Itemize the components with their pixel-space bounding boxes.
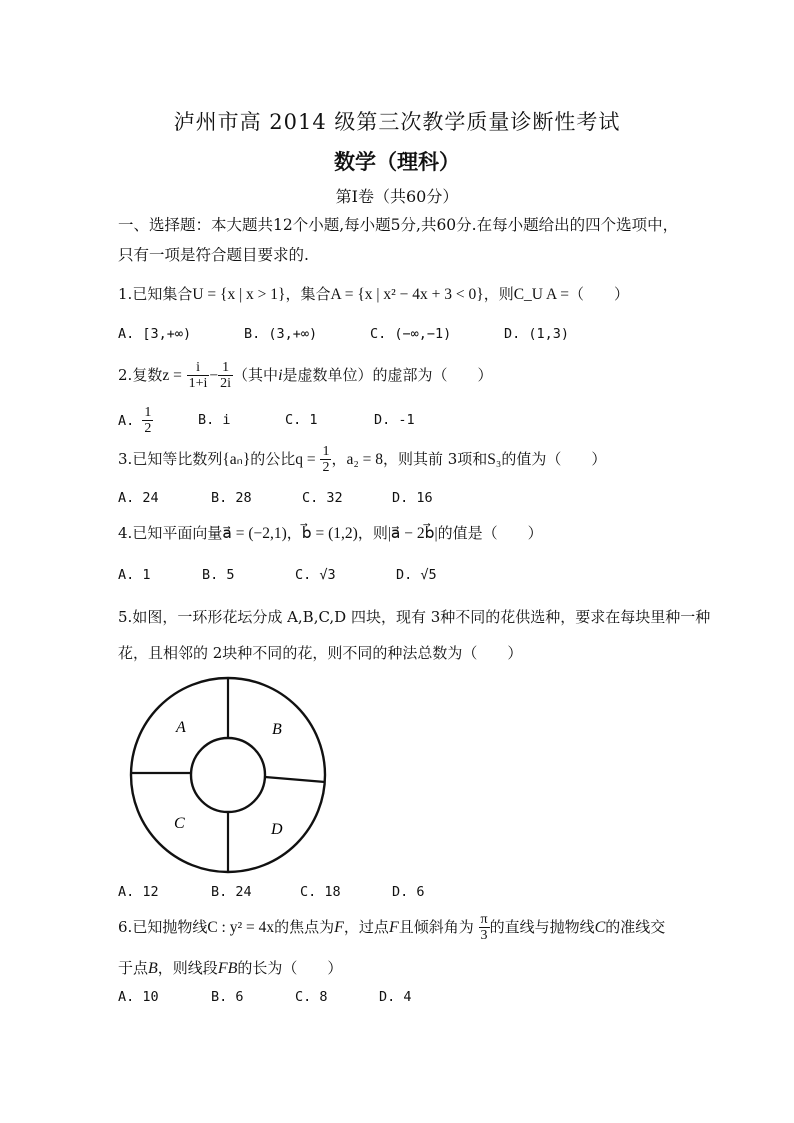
option-c: C. √3 bbox=[295, 567, 336, 583]
region-label-c: C bbox=[174, 815, 185, 832]
fraction: $\frac{\pi}{3}$ bbox=[480, 912, 488, 944]
exam-title: 泸州市高 2014 级第三次教学质量诊断性考试 bbox=[173, 110, 621, 134]
option-d: D. (1,3) bbox=[504, 326, 570, 342]
option-a: A. 10 bbox=[118, 989, 159, 1005]
region-label-a: A bbox=[176, 719, 186, 736]
inner-circle bbox=[191, 738, 265, 812]
option-b: B. 6 bbox=[211, 989, 244, 1005]
question-5: 5.如图，一环形花坛分成 A,B,C,D 四块，现有 3种不同的花供选种，要求在每块里种一种 bbox=[118, 608, 711, 626]
option-a: A. $\frac{1}{2}$ bbox=[118, 405, 152, 437]
fraction: $\frac{1}{2}$ bbox=[144, 405, 152, 437]
question-4: 4.已知平面向量a⃗ = (−2,1)，b⃗ = (1,2)，则|a⃗ − 2b⃗|的值是（ ） bbox=[118, 524, 543, 542]
option-a: A. 1 bbox=[118, 567, 151, 583]
option-c: C. 18 bbox=[300, 884, 341, 900]
question-6-line-2: 于点B，则线段FB的长为（ ） bbox=[118, 959, 343, 977]
option-b: B. 24 bbox=[211, 884, 252, 900]
question-5-line-2: 花，且相邻的 2块种不同的花，则不同的种法总数为（ ） bbox=[118, 644, 523, 662]
divider-right bbox=[265, 777, 325, 782]
option-d: D. 6 bbox=[392, 884, 425, 900]
ring-flowerbed-figure bbox=[128, 676, 332, 874]
fraction: $\frac{i}{1+i}$ bbox=[188, 360, 208, 392]
region-label-b: B bbox=[272, 721, 282, 738]
question-3: 3.已知等比数列{aₙ}的公比q = $\frac{1}{2}$ ，a₂ = 8，则其前 3项和S₃的值为（ ） bbox=[118, 444, 607, 476]
section-instructions: 一、选择题：本大题共12个小题,每小题5分,共60分.在每小题给出的四个选项中，只有一项是符合题目要求的. bbox=[118, 216, 679, 264]
option-d: D. 16 bbox=[392, 490, 433, 506]
option-a: A. 24 bbox=[118, 490, 159, 506]
option-c: C. 8 bbox=[295, 989, 328, 1005]
option-d: D. -1 bbox=[374, 412, 415, 428]
question-6: 6.已知抛物线C : y² = 4x的焦点为F，过点F且倾斜角为 $\frac{\pi}{3}$ 的直线与抛物线C的准线交 bbox=[118, 912, 666, 944]
option-b: B. i bbox=[198, 412, 231, 428]
option-b: B. 28 bbox=[211, 490, 252, 506]
fraction: $\frac{1}{2i}$ bbox=[220, 360, 232, 392]
exam-subtitle: 数学（理科） bbox=[334, 149, 460, 174]
option-d: D. 4 bbox=[379, 989, 412, 1005]
question-2: 2.复数z = $\frac{i}{1+i}$ − $\frac{1}{2i}$ （其中i是虚数单位）的虚部为（ ） bbox=[118, 360, 493, 392]
region-label-d: D bbox=[271, 821, 283, 838]
option-a: A. [3,+∞) bbox=[118, 326, 192, 342]
question-1: 1.已知集合U = {x | x > 1}，集合A = {x | x² − 4x + 3 < 0}，则C_U A =（ ） bbox=[118, 285, 629, 303]
volume-heading: 第Ⅰ卷（共60分） bbox=[335, 187, 459, 206]
fraction: $\frac{1}{2}$ bbox=[322, 444, 330, 476]
option-c: C. 1 bbox=[285, 412, 318, 428]
option-a: A. 12 bbox=[118, 884, 159, 900]
option-c: C. (−∞,−1) bbox=[370, 326, 452, 342]
option-d: D. √5 bbox=[396, 567, 437, 583]
option-b: B. (3,+∞) bbox=[244, 326, 318, 342]
option-c: C. 32 bbox=[302, 490, 343, 506]
option-b: B. 5 bbox=[202, 567, 235, 583]
